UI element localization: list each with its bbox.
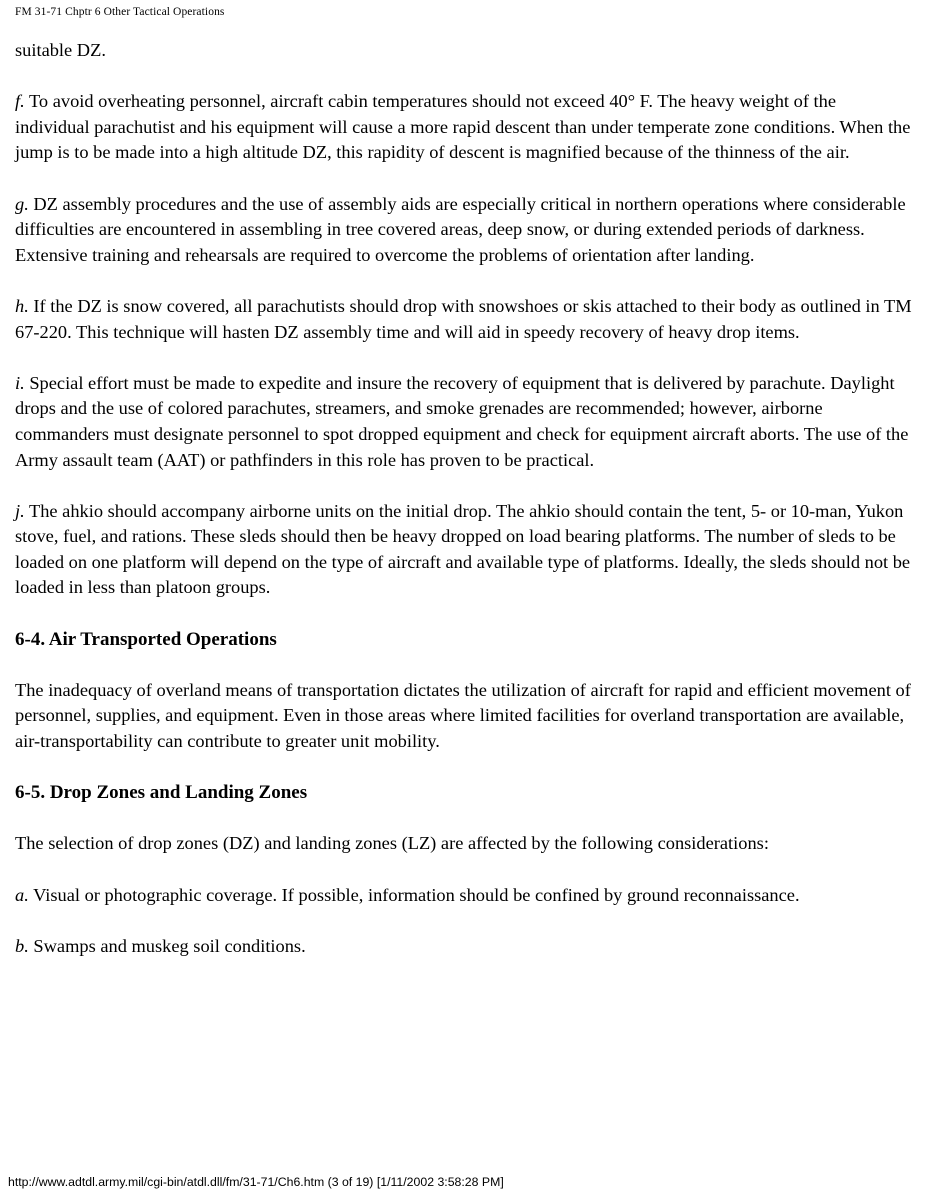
page-footer [8, 1175, 504, 1189]
section-6-5-intro: The selection of drop zones (DZ) and landing zones (LZ) are affected by the following considerations: [15, 833, 769, 854]
item-letter: i. [15, 372, 25, 393]
item-text: Visual or photographic coverage. If possible, information should be confined by ground reconnaissance. [33, 884, 800, 905]
paragraph-g [15, 192, 915, 269]
document-title: FM 31-71 Chptr 6 Other Tactical Operations [15, 6, 225, 18]
section-heading-6-5: 6-5. Drop Zones and Landing Zones [15, 782, 308, 804]
item-text: Special effort must be made to expedite and insure the recovery of equipment that is delivered by parachute. Daylight drops and the use of colored parachutes, streamers, and smoke grenades are recommended; however, airborne commanders must designate personnel to spot dropped equipment and check for equipment aircraft aborts. The use of the Army assault team (AAT) or pathfinders in this role has proven to be practical. [15, 372, 909, 470]
section-6-4-body: The inadequacy of overland means of transportation dictates the utilization of aircraft for rapid and efficient movement of personnel, supplies, and equipment. Even in those areas where limited facilities for overland transportation are available, air-transportability can contribute to greater unit mobility. [15, 679, 911, 752]
paragraph-a [15, 883, 915, 909]
continuation-paragraph: suitable DZ. [15, 40, 106, 60]
item-text: The ahkio should accompany airborne units on the initial drop. The ahkio should contain the tent, 5- or 10-man, Yukon stove, fuel, and rations. These sleds should then be heavy dropped on load bearing platforms. The number of sleds to be loaded on one platform will depend on the type of aircraft and available type of platforms. Ideally, the sleds should not be loaded in less than platoon groups. [15, 500, 911, 598]
item-letter: f. [15, 91, 25, 112]
item-letter: j. [15, 500, 25, 521]
section-heading-6-4: 6-4. Air Transported Operations [15, 628, 277, 650]
item-text: To avoid overheating personnel, aircraft cabin temperatures should not exceed 40° F. The heavy weight of the individual parachutist and his equipment will cause a more rapid descent than under temperate zone conditions. When the jump is to be made into a high altitude DZ, this rapidity of descent is magnified because of the thinness of the air. [15, 91, 911, 163]
item-letter: g. [15, 193, 29, 214]
paragraph-f [15, 89, 915, 166]
item-text: DZ assembly procedures and the use of assembly aids are especially critical in northern operations where considerable difficulties are encountered in assembling in tree covered areas, deep snow, or during extended periods of darkness. Extensive training and rehearsals are required to overcome the problems of orientation after landing. [15, 193, 906, 265]
item-text: If the DZ is snow covered, all parachutists should drop with snowshoes or skis attached to their body as outlined in TM 67-220. This technique will hasten DZ assembly time and will aid in speedy recovery of heavy drop items. [15, 295, 912, 342]
page-header [15, 6, 225, 18]
item-letter: a. [15, 884, 29, 905]
item-text: Swamps and muskeg soil conditions. [33, 935, 306, 956]
paragraph-i [15, 371, 915, 473]
paragraph-h [15, 294, 915, 345]
source-url-line: http://www.adtdl.army.mil/cgi-bin/atdl.dll/fm/31-71/Ch6.htm (3 of 19) [1/11/2002 3:58:28 PM] [8, 1175, 504, 1189]
paragraph-j [15, 499, 915, 601]
item-letter: h. [15, 295, 29, 316]
paragraph-b [15, 934, 915, 960]
document-body [15, 38, 915, 985]
item-letter: b. [15, 935, 29, 956]
